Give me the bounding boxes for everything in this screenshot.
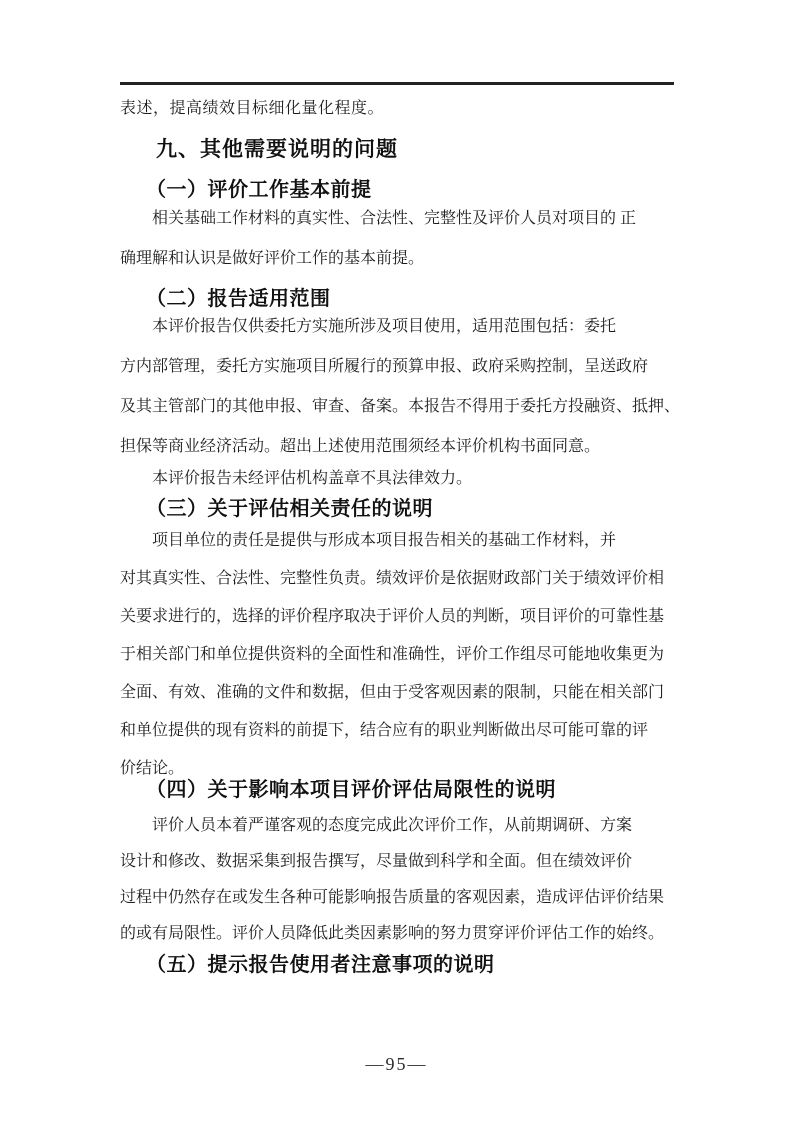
paragraph-line: 对其真实性、合法性、完整性负责。绩效评价是依据财政部门关于绩效评价相 <box>120 570 665 587</box>
paragraph-line: 本评价报告仅供委托方实施所涉及项目使用，适用范围包括：委托 <box>152 318 617 335</box>
paragraph <box>120 808 680 952</box>
paragraph-line: 确理解和认识是做好评价工作的基本前提。 <box>120 250 425 267</box>
paragraph-line: 担保等商业经济活动。超出上述使用范围须经本评价机构书面同意。 <box>120 438 601 455</box>
paragraph-line: 于相关部门和单位提供资料的全面性和准确性，评价工作组尽可能地收集更为 <box>120 646 665 663</box>
section-title-5: （五）提示报告使用者注意事项的说明 <box>146 954 495 976</box>
paragraph-line: 过程中仍然存在或发生各种可能影响报告质量的客观因素，造成评估评价结果 <box>120 889 665 906</box>
section-title-2: （二）报告适用范围 <box>146 288 331 310</box>
paragraph-line: 关要求进行的，选择的评价程序取决于评价人员的判断，项目评价的可靠性基 <box>120 608 665 625</box>
paragraph-line: 设计和修改、数据采集到报告撰写，尽量做到科学和全面。但在绩效评价 <box>120 853 633 870</box>
paragraph-line: 相关基础工作材料的真实性、合法性、完整性及评价人员对项目的 正 <box>152 210 637 227</box>
paragraph-line: 评价人员本着严谨客观的态度完成此次评价工作，从前期调研、方案 <box>152 817 633 834</box>
paragraph-line: 价结论。 <box>120 760 185 777</box>
paragraph <box>120 459 680 499</box>
page-number: —95— <box>365 1054 428 1074</box>
section-title-3: （三）关于评估相关责任的说明 <box>146 498 433 520</box>
paragraph-line: 方内部管理，委托方实施项目所履行的预算申报、政府采购控制，呈送政府 <box>120 358 649 375</box>
carryover-text: 表述，提高绩效目标细化量化程度。 <box>120 100 385 117</box>
paragraph <box>120 522 680 788</box>
paragraph <box>120 307 680 467</box>
section-title-4: （四）关于影响本项目评价评估局限性的说明 <box>146 779 556 801</box>
paragraph-line: 及其主管部门的其他申报、审查、备案。本报告不得用于委托方投融资、抵押、 <box>120 398 681 415</box>
paragraph-line: 本评价报告未经评估机构盖章不具法律效力。 <box>152 470 473 487</box>
paragraph-line: 项目单位的责任是提供与形成本项目报告相关的基础工作材料，并 <box>152 532 617 549</box>
section-title-1: （一）评价工作基本前提 <box>146 179 372 201</box>
header-rule <box>120 82 674 85</box>
paragraph-line: 和单位提供的现有资料的前提下，结合应有的职业判断做出尽可能可靠的评 <box>120 722 649 739</box>
paragraph-line: 的或有局限性。评价人员降低此类因素影响的努力贯穿评价评估工作的始终。 <box>120 925 665 942</box>
paragraph-line: 全面、有效、准确的文件和数据，但由于受客观因素的限制，只能在相关部门 <box>120 684 665 701</box>
paragraph <box>120 199 680 279</box>
main-heading: 九、其他需要说明的问题 <box>156 138 398 161</box>
